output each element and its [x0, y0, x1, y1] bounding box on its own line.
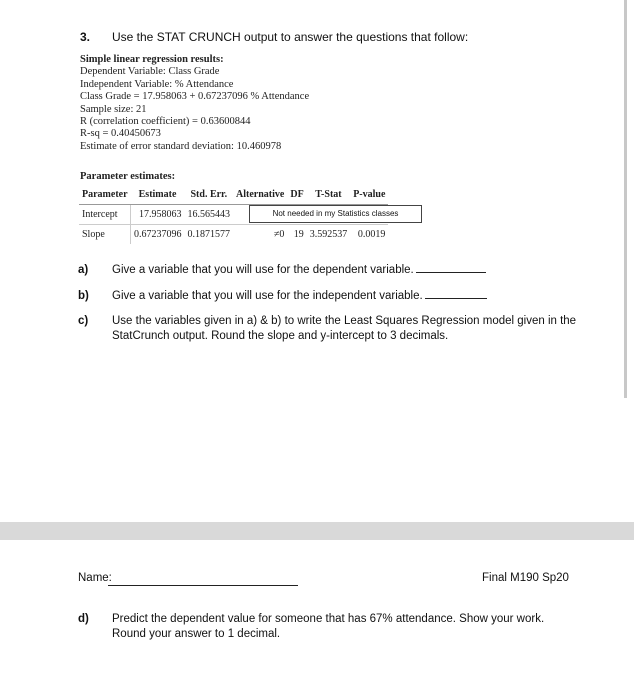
column-header: DF	[287, 185, 306, 205]
sample-size-line: Sample size: 21	[80, 103, 147, 115]
column-header: Parameter	[79, 185, 131, 205]
column-header: P-value	[350, 185, 388, 205]
table-cell: Slope	[79, 225, 131, 245]
regression-header: Simple linear regression results:	[80, 54, 224, 65]
item-label-c: c)	[78, 315, 89, 327]
item-text-a	[112, 263, 582, 278]
dependent-variable-line: Dependent Variable: Class Grade	[80, 66, 220, 78]
table-cell: 0.67237096	[134, 229, 182, 240]
column-header: Alternative	[233, 185, 287, 205]
course-label: Final M190 Sp20	[482, 572, 569, 584]
table-cell: 17.958063	[131, 205, 185, 225]
item-b-question: Give a variable that you will use for the independent variable.	[112, 290, 423, 302]
answer-blank-a[interactable]	[416, 271, 486, 273]
regression-equation-line: Class Grade = 17.958063 + 0.67237096 % Attendance	[80, 91, 310, 103]
handwritten-note-box: Not needed in my Statistics classes	[249, 205, 422, 223]
independent-variable-line: Independent Variable: % Attendance	[80, 78, 234, 90]
table-cell: 16.565443	[185, 205, 234, 225]
table-cell: 0.0019	[357, 229, 386, 240]
item-text-d: Predict the dependent value for someone that has 67% attendance. Show your work. Round your answer to 1 decimal.	[112, 613, 545, 640]
item-label-d: d)	[78, 613, 89, 625]
name-field-line[interactable]	[108, 585, 298, 586]
table-cell: 19	[293, 229, 304, 240]
column-header: Std. Err.	[185, 185, 234, 205]
question-number: 3.	[80, 30, 91, 44]
table-row	[79, 225, 388, 245]
correlation-line: R (correlation coefficient) = 0.63600844	[80, 116, 251, 128]
item-label-b: b)	[78, 290, 89, 302]
item-text-b	[112, 289, 582, 304]
table-cell: Intercept	[79, 205, 131, 225]
table-header-row	[79, 185, 388, 205]
item-text-c: Use the variables given in a) & b) to write the Least Squares Regression model given in the StatCrunch output. Round the slope and y-intercept to 3 decimals.	[112, 315, 577, 342]
parameter-estimates-title: Parameter estimates:	[80, 171, 176, 182]
error-sd-line: Estimate of error standard deviation: 10.460978	[80, 140, 282, 152]
parameter-estimates-header	[80, 171, 175, 183]
table-cell: 3.592537	[309, 229, 348, 240]
column-header: Estimate	[131, 185, 185, 205]
question-prompt: Use the STAT CRUNCH output to answer the questions that follow:	[112, 30, 469, 44]
page-divider-band	[0, 522, 634, 540]
table-cell: ≠0	[273, 229, 285, 240]
item-a-question: Give a variable that you will use for the dependent variable.	[112, 264, 414, 276]
item-label-a: a)	[78, 264, 89, 276]
table-cell: 0.1871577	[187, 229, 231, 240]
r-squared-line: R-sq = 0.40450673	[80, 128, 161, 140]
name-label: Name:	[78, 572, 112, 584]
column-header: T-Stat	[307, 185, 351, 205]
answer-blank-b[interactable]	[425, 297, 487, 299]
scrollbar[interactable]	[624, 0, 627, 398]
regression-results	[80, 54, 309, 153]
